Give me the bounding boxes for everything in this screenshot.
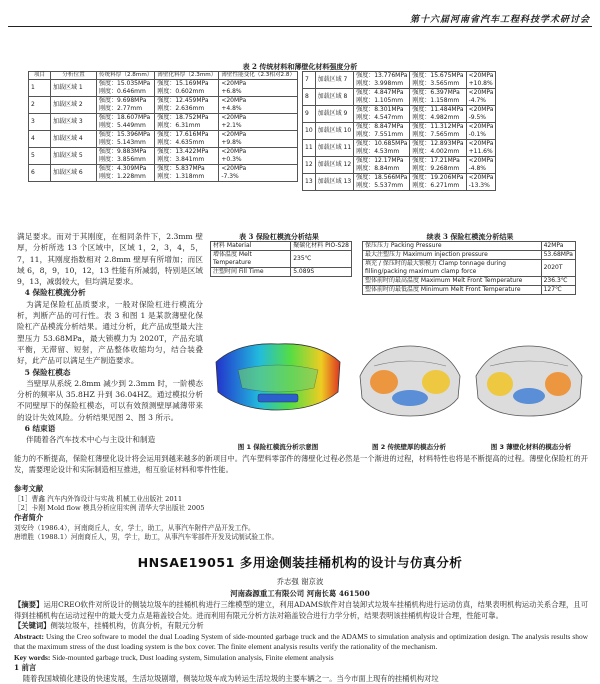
table2-cell-traditional — [97, 165, 155, 182]
table2-cell-position: 加载区域 6 — [51, 165, 97, 182]
table3b-row — [363, 286, 576, 295]
table2-cell-change-line: <20MPa — [221, 131, 247, 138]
table2-cell-traditional — [354, 140, 410, 157]
table3-caption: 表 3 保险杠模流分析结果 — [239, 232, 319, 241]
figure-3-modal-image — [470, 326, 588, 436]
header-rule — [8, 26, 592, 27]
table2-cell-change-line: <20MPa — [468, 123, 494, 130]
table2-cell-traditional-line: 刚度：3.856mm — [99, 156, 146, 163]
table2-cell-item: 12 — [303, 157, 316, 174]
table3b-row — [363, 260, 576, 277]
table2-cell-traditional — [354, 123, 410, 140]
table2-cell-traditional-line: 刚度：5.449mm — [99, 122, 146, 129]
table2-cell-change — [219, 80, 298, 97]
table2-header-item: 项目 — [29, 72, 51, 80]
article2-authors: 乔志强 谢京波 — [276, 577, 324, 586]
table3 — [210, 241, 352, 277]
table2-cell-thin-line: 刚度：2.636mm — [157, 105, 205, 112]
table2-cell-position: 加载区域 10 — [315, 123, 354, 140]
table2-row — [29, 131, 298, 148]
keywords-en-label: Key words: — [14, 652, 51, 662]
table2-row — [303, 106, 496, 123]
table2-cell-position: 加载区域 8 — [315, 89, 354, 106]
table3-value: 235℃ — [291, 251, 352, 268]
table2-cell-traditional-line: 强度：15.035MPa — [99, 80, 151, 87]
table2-cell-change-line: <20MPa — [468, 140, 494, 147]
intro-text: 随着我国城镇化建设的快速发展，生活垃圾剧增，侧装垃圾车成为转运生活垃圾的主要车辆之一。当今市面上现有的挂桶机构对垃 — [22, 673, 439, 683]
table2-cell-change-line: -7.3% — [221, 173, 239, 180]
table2-cell-thin — [410, 89, 466, 106]
table3b — [362, 241, 576, 295]
table2-cell-traditional-line: 刚度：3.998mm — [356, 80, 404, 87]
table2-cell-change — [466, 157, 496, 174]
table2-cell-position: 加载区域 12 — [315, 157, 354, 174]
bio-heading: 作者简介 — [14, 513, 44, 523]
table2-cell-change-line: -4.8% — [468, 165, 487, 172]
table2-cell-change-line: <20MPa — [221, 80, 247, 87]
table2-row — [303, 72, 496, 89]
table2-cell-traditional-line: 强度：13.776MPa — [356, 72, 408, 79]
table2-cell-change — [219, 131, 298, 148]
keywords-en-text: Side-mounted garbage truck, Dust loading system, Simulation analysis, Finite element analysis — [52, 652, 334, 662]
table3-row — [211, 242, 352, 251]
article2-abstract-block — [14, 600, 588, 684]
keywords-cn-text: 侧装垃圾车，挂桶机构，仿真分析，有限元分析 — [50, 621, 204, 631]
table2-cell-position: 加载区域 4 — [51, 131, 97, 148]
table3b-label: 塑体前时的最低温度 Minimum Melt Front Temperature — [363, 286, 542, 295]
table2-cell-thin — [410, 174, 466, 191]
table2-cell-traditional — [354, 89, 410, 106]
table2-cell-item: 1 — [29, 80, 51, 97]
table2-cell-traditional — [97, 80, 155, 97]
analysis-paragraph-1: 满足要求。而对于其刚度，在相同条件下，2.3mm 壁厚，分析所选 13 个区域中，区域 1，2，3，4，5，7，11，其刚度指数相对 2.8mm 壁厚有所增加；而区域 6，8，9，10，12，13 性能有所减弱，特别是区域 9，13，减弱较大，但均满足要求。 — [17, 232, 203, 287]
table2-cell-change — [219, 148, 298, 165]
table3b-row — [363, 277, 576, 286]
table2-cell-change — [466, 106, 496, 123]
left-text-column — [17, 231, 203, 446]
table2-cell-item: 2 — [29, 97, 51, 114]
table3b-label: 保压压力 Packing Pressure — [363, 242, 542, 251]
table2-row — [29, 80, 298, 97]
table2-cell-thin — [410, 140, 466, 157]
table2-cell-change-line: <20MPa — [468, 106, 494, 113]
table2-cell-thin-line: 刚度：1.318mm — [157, 173, 205, 180]
figure-3-caption: 图 3 薄壁化材料的模态分析 — [490, 443, 572, 451]
table2-header-position: 分析位置 — [51, 72, 97, 80]
table2-cell-position: 加载区域 7 — [315, 72, 354, 89]
table2-cell-thin-line: 强度：18.752MPa — [157, 114, 209, 121]
intro-heading: 1 前言 — [14, 663, 37, 672]
table2-cell-position: 加载区域 11 — [315, 140, 354, 157]
table2-cell-thin — [410, 72, 466, 89]
table2-cell-traditional-line: 刚度：2.77mm — [99, 105, 143, 112]
table2-left — [28, 71, 298, 182]
table2-cell-change-line: -0.1% — [468, 131, 487, 138]
table2-cell-thin-line: 强度：17.616MPa — [157, 131, 209, 138]
table2-cell-thin-line: 强度：6.397MPa — [412, 89, 460, 96]
table2-cell-thin — [155, 97, 219, 114]
table2-cell-traditional-line: 刚度：4.53mm — [356, 148, 400, 155]
table2-cell-thin-line: 强度：15.675MPa — [412, 72, 464, 79]
table2-cell-thin-line: 刚度：3.841mm — [157, 156, 205, 163]
keywords-cn-label: 【关键词】 — [14, 621, 51, 631]
references-block — [14, 484, 588, 543]
figure-1-moldflow-image — [208, 322, 348, 434]
table2-cell-change-line: +11.6% — [468, 148, 493, 155]
table2-cell-traditional-line: 强度：4.309MPa — [99, 165, 147, 172]
table2-row — [29, 97, 298, 114]
table2-header-thin: 薄壁化料厚（2.3mm） — [155, 72, 219, 80]
table2-cell-traditional-line: 强度：12.17MPa — [356, 157, 404, 164]
table2-cell-thin-line: 刚度：4.635mm — [157, 139, 205, 146]
table2-cell-change-line: <20MPa — [221, 97, 247, 104]
table2-cell-change — [466, 89, 496, 106]
table2-cell-change-line: -4.7% — [468, 97, 487, 104]
table2-caption: 表 2 传统材料和薄壁化材料强度分析 — [242, 62, 358, 71]
table3-row — [211, 268, 352, 277]
figure-2-caption: 图 2 传统壁厚的模态分析 — [371, 443, 447, 451]
table2-cell-thin-line: 刚度：4.002mm — [412, 148, 460, 155]
table2-cell-traditional-line: 强度：4.847MPa — [356, 89, 404, 96]
table2-cell-traditional-line: 刚度：5.143mm — [99, 139, 146, 146]
table2-cell-traditional — [97, 97, 155, 114]
table2-cell-change-line: +9.8% — [221, 139, 242, 146]
table3b-caption: 续表 3 保险杠模流分析结果 — [426, 232, 514, 241]
abstract-cn-label: 【摘要】 — [14, 600, 44, 609]
table3b-value: 53.68MPa — [541, 251, 575, 260]
table2-cell-traditional — [354, 106, 410, 123]
table3b-row — [363, 242, 576, 251]
table2-cell-change-line: +0.3% — [221, 156, 242, 163]
bio-item-1: 刘安玲（1986.4），河南商丘人，女，学士，助工，从事汽车附件产品开发工作。 — [14, 524, 255, 532]
table3-label: 注塑时间 Fill Time — [211, 268, 291, 277]
abstract-en-label: Abstract: — [14, 631, 44, 641]
table2-cell-traditional — [354, 72, 410, 89]
table2-cell-traditional-line: 强度：9.698MPa — [99, 97, 147, 104]
table2-cell-change-line: <20MPa — [221, 148, 247, 155]
table2-row — [303, 157, 496, 174]
table2-cell-item: 13 — [303, 174, 316, 191]
table3b-row — [363, 251, 576, 260]
table2-cell-change — [219, 114, 298, 131]
table3b-value: 127℃ — [541, 286, 575, 295]
table2-cell-thin — [155, 148, 219, 165]
table3-label: 材料 Material — [211, 242, 291, 251]
table2-cell-position: 加载区域 5 — [51, 148, 97, 165]
table2-cell-change-line: <20MPa — [468, 174, 494, 181]
table2-cell-change — [466, 72, 496, 89]
table2-cell-thin-line: 强度：12.459MPa — [157, 97, 209, 104]
table2-cell-change-line: +2.1% — [221, 122, 242, 129]
table2-cell-item: 5 — [29, 148, 51, 165]
bio-item-2: 唐增胜（1988.1）河南商丘人，男，学士，助工，从事汽车零部件开发及试制试验工作。 — [14, 533, 279, 542]
table2-cell-thin-line: 刚度：6.31mm — [157, 122, 201, 129]
section-heading-6: 6 结束语 — [24, 424, 56, 434]
table3b-value: 236.3℃ — [541, 277, 575, 286]
table2-cell-thin-line: 强度：12.893MPa — [412, 140, 464, 147]
table2-cell-traditional-line: 刚度：4.547mm — [356, 114, 404, 121]
reference-item-1: ［1］曹鑫 汽车内外饰设计与实战 机械工业出版社 2011 — [14, 494, 183, 503]
table3-value: 5.089S — [291, 268, 352, 277]
table2-cell-traditional — [354, 174, 410, 191]
reference-item-2: ［2］卡刚 Mold flow 模具分析应用实例 清华大学出版社 2005 — [14, 504, 205, 512]
table2-cell-traditional-line: 刚度：8.84mm — [356, 165, 400, 172]
table2-cell-traditional-line: 强度：8.301MPa — [356, 106, 404, 113]
table2-cell-item: 11 — [303, 140, 316, 157]
table2-cell-thin-line: 刚度：1.158mm — [412, 97, 460, 104]
table2-cell-thin — [410, 106, 466, 123]
table2-cell-thin — [155, 131, 219, 148]
table2-cell-thin-line: 刚度：9.268mm — [412, 165, 460, 172]
table2-cell-traditional-line: 刚度：7.551mm — [356, 131, 404, 138]
table2-cell-thin-line: 强度：15.169MPa — [157, 80, 209, 87]
table2-cell-position: 加载区域 9 — [315, 106, 354, 123]
table2-cell-item: 6 — [29, 165, 51, 182]
table2-cell-position: 加载区域 2 — [51, 97, 97, 114]
abstract-cn-text: 运用CREO软件对所设计的侧装垃圾车的挂桶机构进行三维模型的建立，利用ADAMS软件对自装卸式垃圾车挂桶机构进行运动仿真，结果表明机构运动关系合理，且可得到挂桶机构在运动过程中的最大受力点是箱盖铰合处。进而利用有限元分析方法对箱盖铰合进行力学分析，结果表明该挂桶机构设计合理，性能可靠。 — [14, 600, 588, 620]
table2-cell-traditional — [97, 131, 155, 148]
table2-cell-change-line: <20MPa — [468, 72, 494, 79]
table2-cell-thin-line: 强度：5.837MPa — [157, 165, 205, 172]
article2-title: HNSAE19051 多用途侧装挂桶机构的设计与仿真分析 — [137, 555, 463, 570]
table2-header-traditional: 传统料厚（2.8mm） — [97, 72, 155, 80]
table2-cell-change-line: -9.5% — [468, 114, 487, 121]
table3-row — [211, 251, 352, 268]
table2-cell-change-line: +6.8% — [221, 88, 242, 95]
table2-header-change: 薄壁性能变化（2.3相对2.8） — [219, 72, 298, 80]
table2-cell-traditional-line: 刚度：0.646mm — [99, 88, 146, 95]
table2-row — [29, 114, 298, 131]
table2-cell-thin-line: 强度：11.312MPa — [412, 123, 464, 130]
table2-cell-item: 10 — [303, 123, 316, 140]
table2-cell-change — [466, 174, 496, 191]
table2-cell-change-line: +4.8% — [221, 105, 242, 112]
figure-1-caption: 图 1 保险杠模流分析示意图 — [237, 443, 319, 451]
table2-cell-thin-line: 刚度：3.565mm — [412, 80, 460, 87]
table2-cell-thin — [410, 157, 466, 174]
table2-cell-thin-line: 强度：13.422MPa — [157, 148, 209, 155]
table2-cell-item: 7 — [303, 72, 316, 89]
table2-row — [303, 89, 496, 106]
analysis-paragraph-3: 当壁厚从系统 2.8mm 减少到 2.3mm 时，一阶模态分析的频率从 35.8HZ 升到 36.04HZ。通过模拟分析不同壁厚下的保险杠模态，可以有效预测壁厚减薄带来的设计失效风险。分析结果见图 2、图 3 所示。 — [17, 378, 203, 422]
table2-cell-thin-line: 强度：17.21MPa — [412, 157, 460, 164]
table2-cell-position: 加载区域 13 — [315, 174, 354, 191]
abstract-en-text: Using the Creo software to model the dual Loading System of side-mounted garbage truck and the ADAMS to simulation analysis and optimization design. The analysis results show that the maximum stress of the dust loading system is the box cover. The finite element analysis results verify the rationality of the mechanism. — [14, 631, 588, 652]
running-header: 第十六届河南省汽车工程科技学术研讨会 — [409, 15, 590, 25]
table2-cell-thin-line: 刚度：0.602mm — [157, 88, 205, 95]
section-heading-5: 5 保险杠模态 — [24, 367, 71, 377]
table2-cell-change-line: -13.3% — [468, 182, 490, 189]
table2-cell-thin-line: 刚度：4.982mm — [412, 114, 460, 121]
table2-cell-thin-line: 刚度：6.271mm — [412, 182, 460, 189]
table2-cell-change — [466, 140, 496, 157]
table3-value: 聚碳化材料 PIO-S28 — [291, 242, 352, 251]
table3b-label: 填充 / 保压时的最大锁模力 Clamp tonnage during filling/packing maximum clamp force — [363, 260, 542, 277]
table2-cell-item: 4 — [29, 131, 51, 148]
table2-cell-traditional-line: 强度：9.883MPa — [99, 148, 147, 155]
table2-cell-change-line: +10.8% — [468, 80, 493, 87]
table2-row — [303, 123, 496, 140]
table2-row — [29, 165, 298, 182]
table2-cell-traditional-line: 强度：18.566MPa — [356, 174, 408, 181]
table2-cell-change — [466, 123, 496, 140]
table2-cell-traditional-line: 强度：8.847MPa — [356, 123, 404, 130]
table2-cell-position: 加载区域 3 — [51, 114, 97, 131]
table2-cell-thin-line: 强度：11.484MPa — [412, 106, 464, 113]
table2-cell-traditional-line: 强度：10.685MPa — [356, 140, 408, 147]
table2-row — [29, 148, 298, 165]
table2-cell-traditional — [354, 157, 410, 174]
table2-cell-change-line: <20MPa — [468, 89, 494, 96]
table2-cell-item: 8 — [303, 89, 316, 106]
table2-cell-thin — [155, 165, 219, 182]
table2-cell-traditional-line: 刚度：5.537mm — [356, 182, 404, 189]
table2-cell-traditional-line: 刚度：1.228mm — [99, 173, 146, 180]
table2-cell-thin-line: 强度：19.206MPa — [412, 174, 464, 181]
table2-cell-traditional — [97, 114, 155, 131]
closing-paragraph: 能力的不断提高，保险杠薄壁化设计将会运用到越来越多的新项目中。汽车塑料零部件的薄壁化过程必然是一个渐进的过程，材料特性也将是不断提高的过程。薄壁化保险杠的开发，需要理论设计和实际制造相互推进，相互验证材料和零件性能。 — [14, 454, 588, 474]
figure-2-modal-image — [354, 326, 466, 436]
analysis-paragraph-4: 伴随着各汽车技术中心与主设计和制造 — [26, 435, 156, 445]
table2-cell-thin — [155, 114, 219, 131]
table2-cell-thin — [155, 80, 219, 97]
section-heading-4: 4 保险杠模流分析 — [24, 288, 86, 298]
table3b-label: 塑体前时的最高温度 Maximum Melt Front Temperature — [363, 277, 542, 286]
article2-affiliation: 河南森源重工有限公司 河南长葛 461500 — [230, 589, 370, 598]
table2-cell-change — [219, 97, 298, 114]
table3-label: 增体温度 Melt Temperature — [211, 251, 291, 268]
table2-cell-change — [219, 165, 298, 182]
analysis-paragraph-2: 为满足保险杠品质要求，一般对保险杠进行模流分析，判断产品的可行性。表 3 和图 1 是某款薄壁化保险杠产品模流分析结果。通过分析，此产品成型最大注塑压力 53.68MPa，最大锁模力为 2020T，产品充填平衡，无滞留、短射，产品整体收缩均匀，结合装叠好，此产品可以满足生产制造要求。 — [17, 299, 203, 366]
table2-cell-thin — [410, 123, 466, 140]
table2-cell-traditional — [97, 148, 155, 165]
table3b-value: 2020T — [541, 260, 575, 277]
table2-cell-traditional-line: 强度：18.607MPa — [99, 114, 151, 121]
table2-cell-item: 9 — [303, 106, 316, 123]
table2-cell-traditional-line: 强度：15.396MPa — [99, 131, 151, 138]
table2-row — [303, 140, 496, 157]
table2-cell-change-line: <20MPa — [221, 114, 247, 121]
table3b-value: 42MPa — [541, 242, 575, 251]
table2-right — [302, 71, 496, 191]
table2-cell-position: 加载区域 1 — [51, 80, 97, 97]
table2-cell-change-line: <20MPa — [468, 157, 494, 164]
table2-cell-item: 3 — [29, 114, 51, 131]
table2-row — [303, 174, 496, 191]
table2-cell-traditional-line: 刚度：1.105mm — [356, 97, 404, 104]
table3b-label: 最大注塑压力 Maximum injection pressure — [363, 251, 542, 260]
references-heading: 参考文献 — [14, 484, 44, 493]
table2-cell-thin-line: 刚度：7.565mm — [412, 131, 460, 138]
table2-cell-change-line: <20MPa — [221, 165, 247, 172]
